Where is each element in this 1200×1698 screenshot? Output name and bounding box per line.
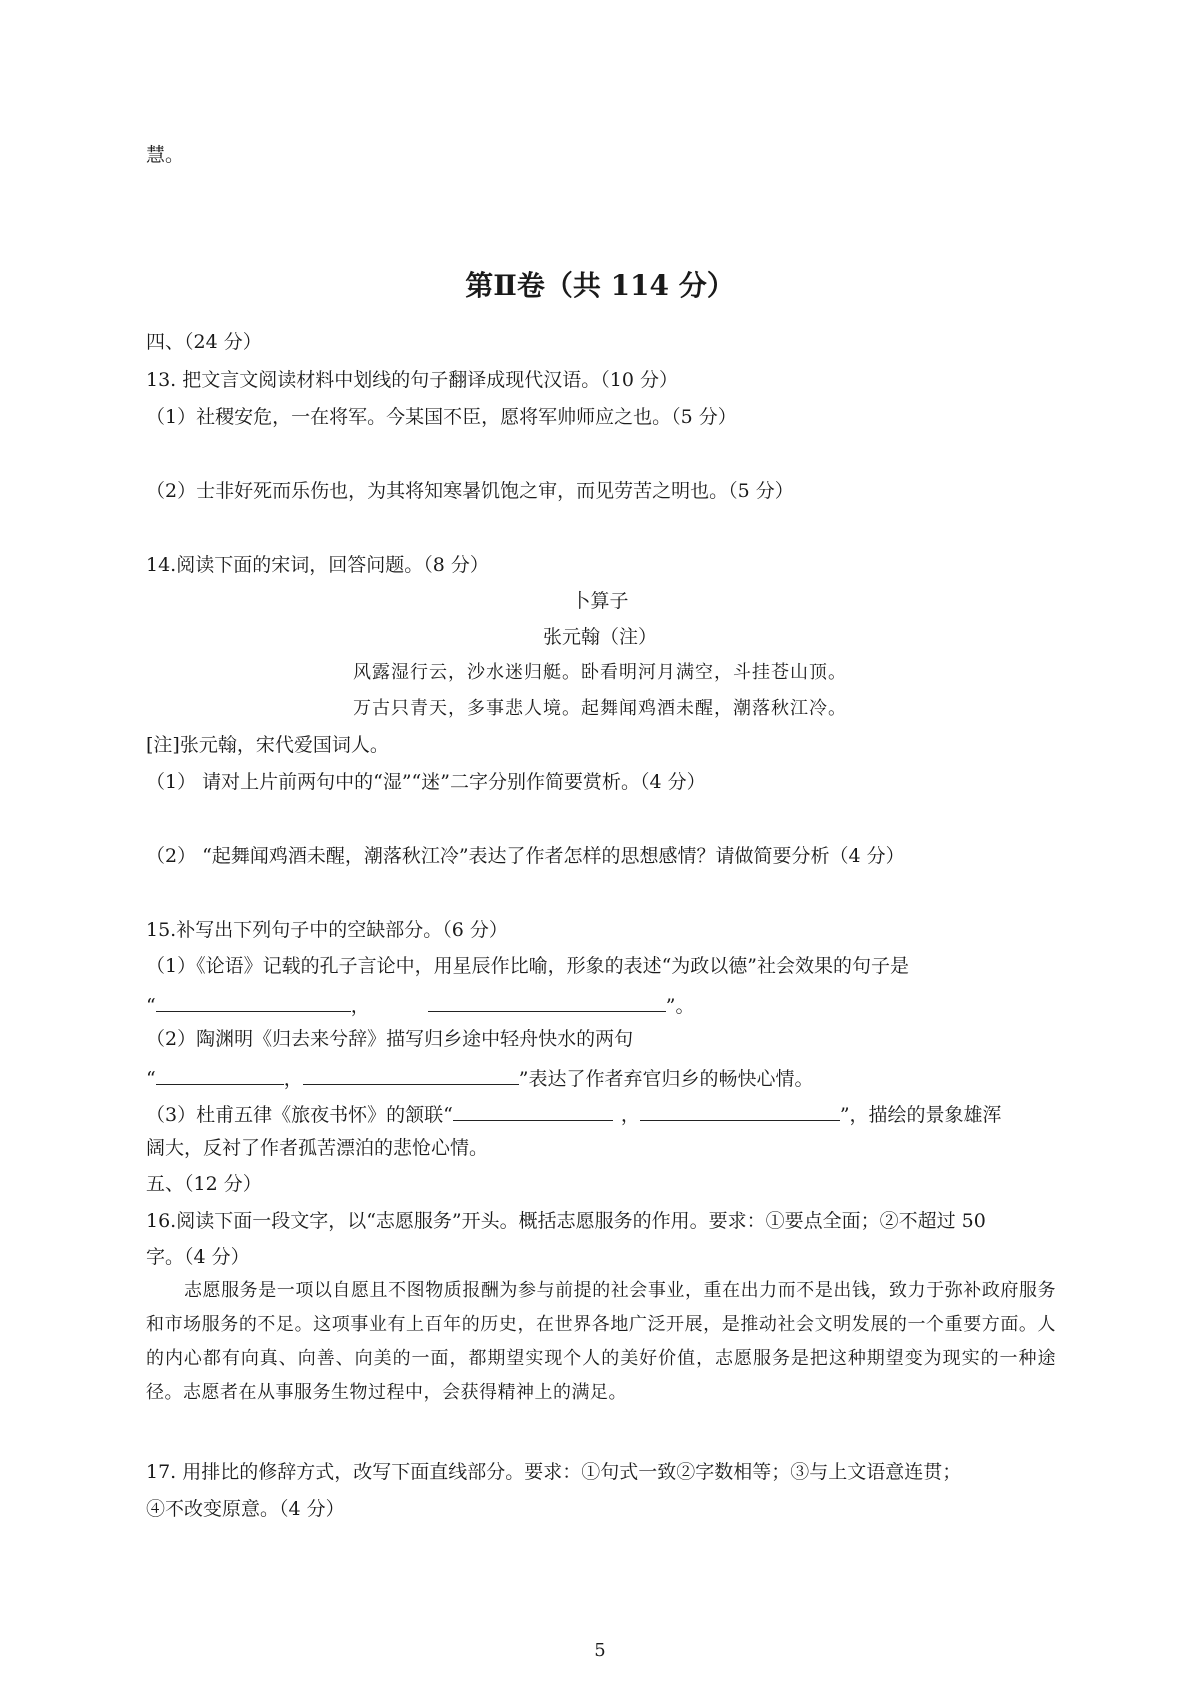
quote-close: ”表达了作者弃官归乡的畅快心情。 <box>518 1068 814 1090</box>
quote-open: “ <box>146 1068 156 1090</box>
separator: ， <box>350 995 370 1017</box>
question-15-2: （2）陶渊明《归去来兮辞》描写归乡途中轻舟快水的两句 <box>146 1028 634 1050</box>
question-13: 13. 把文言文阅读材料中划线的句子翻译成现代汉语。（10 分） <box>146 369 678 391</box>
question-15-2-blanks <box>146 1066 813 1089</box>
question-16-passage: 志愿服务是一项以自愿且不图物质报酬为参与前提的社会事业，重在出力而不是出钱，致力于弥补政府服务和市场服务的不足。这项事业有上百年的历史，在世界各地广泛开展，是推动社会文明发展的一个重要方面。人的内心都有向真、向善、向美的一面，都期望实现个人的美好价值，志愿服务是把这种期望变为现实的一种途径。志愿者在从事服务生物过程中，会获得精神上的满足。 <box>146 1280 1056 1403</box>
question-15: 15.补写出下列句子中的空缺部分。（6 分） <box>146 919 508 941</box>
answer-blank[interactable] <box>156 993 351 1012</box>
section-title: 第Ⅱ卷（共 114 分） <box>465 269 735 302</box>
question-15-3-lead: （3）杜甫五律《旅夜书怀》的颔联“ <box>146 1104 453 1126</box>
question-15-3-tail: ”，描绘的景象雄浑 <box>839 1104 1002 1126</box>
quote-close: ”。 <box>665 995 695 1017</box>
question-15-3-cont: 阔大，反衬了作者孤苦漂泊的悲怆心情。 <box>146 1137 489 1159</box>
question-17-cont: ④不改变原意。（4 分） <box>146 1498 345 1520</box>
question-15-1-blanks <box>146 993 694 1016</box>
question-15-3 <box>146 1102 1002 1125</box>
answer-blank[interactable] <box>453 1102 613 1121</box>
question-17: 17. 用排比的修辞方式，改写下面直线部分。要求：①句式一致②字数相等；③与上文语意连贯； <box>146 1461 962 1483</box>
question-14-1: （1） 请对上片前两句中的“湿”“迷”二字分别作简要赏析。（4 分） <box>146 771 706 793</box>
answer-blank[interactable] <box>428 993 666 1012</box>
question-13-2: （2）士非好死而乐伤也，为其将知寒暑饥饱之审，而见劳苦之明也。（5 分） <box>146 480 794 502</box>
separator: ， <box>283 1068 303 1090</box>
part-five-heading: 五、（12 分） <box>146 1173 262 1195</box>
separator: ， <box>620 1104 640 1126</box>
answer-blank[interactable] <box>303 1066 519 1085</box>
answer-blank[interactable] <box>640 1102 840 1121</box>
question-15-1: （1）《论语》记载的孔子言论中，用星辰作比喻，形象的表述“为政以德”社会效果的句子是 <box>146 955 910 977</box>
poem-note: [注]张元翰，宋代爱国词人。 <box>146 734 389 756</box>
quote-open: “ <box>146 995 156 1017</box>
page-number: 5 <box>594 1640 606 1661</box>
poem-line-2: 万古只青天，多事悲人境。起舞闻鸡酒未醒，潮落秋江冷。 <box>353 698 847 719</box>
poem-line-1: 风露湿行云，沙水迷归艇。卧看明河月满空，斗挂苍山顶。 <box>353 662 847 683</box>
question-13-1: （1）社稷安危，一在将军。今某国不臣，愿将军帅师应之也。（5 分） <box>146 406 737 428</box>
question-14-2: （2） “起舞闻鸡酒未醒，潮落秋江冷”表达了作者怎样的思想感情？请做简要分析（4 分） <box>146 845 905 867</box>
part-four-heading: 四、（24 分） <box>146 331 262 353</box>
question-16-cont: 字。（4 分） <box>146 1246 250 1268</box>
poem-author: 张元翰（注） <box>542 626 657 648</box>
question-14: 14.阅读下面的宋词，回答问题。（8 分） <box>146 554 489 576</box>
question-16: 16.阅读下面一段文字，以“志愿服务”开头。概括志愿服务的作用。要求：①要点全面；②不超过 50 <box>146 1210 986 1232</box>
answer-blank[interactable] <box>156 1066 284 1085</box>
poem-title: 卜算子 <box>571 590 629 612</box>
continued-text: 慧。 <box>146 144 185 166</box>
